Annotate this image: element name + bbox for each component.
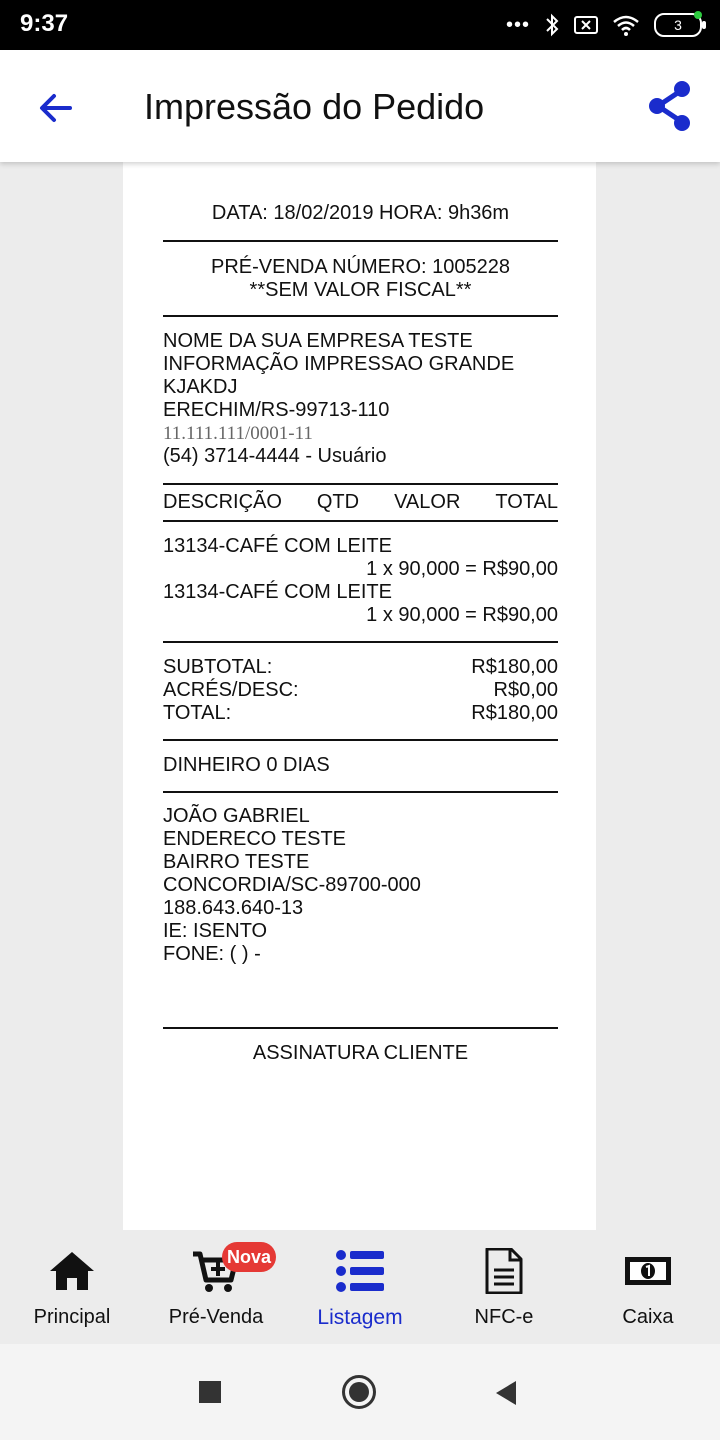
back-triangle-icon[interactable] [494,1380,518,1406]
new-badge: Nova [222,1242,276,1272]
company-name: NOME DA SUA EMPRESA TESTE [163,330,473,352]
item-calc: 1 x 90,000 = R$90,00 [366,558,558,580]
status-bar [0,0,720,50]
share-icon[interactable] [646,78,694,134]
list-icon [335,1248,385,1294]
items-header [163,491,558,514]
fiscal-note: **SEM VALOR FISCAL** [249,279,472,301]
nav-item-nfce[interactable]: NFC-e [432,1230,576,1344]
company-phone: (54) 3714-4444 - Usuário [163,445,387,467]
receipt [163,162,558,1065]
customer-ie: IE: ISENTO [163,920,268,942]
system-navigation [0,1344,720,1440]
wifi-icon [612,14,640,36]
adjustment-row: ACRÉS/DESC: R$0,00 [163,679,558,701]
company-extra: KJAKDJ [163,376,238,398]
item-name: 13134-CAFÉ COM LEITE [163,535,392,557]
customer-city: CONCORDIA/SC-89700-000 [163,874,421,896]
receipt-date: DATA: 18/02/2019 HORA: 9h36m [211,202,510,224]
total-row: TOTAL: R$180,00 [163,702,558,724]
pre-venda-number: PRÉ-VENDA NÚMERO: 1005228 [210,256,510,278]
receipt-paper [123,162,596,1230]
nav-item-listagem[interactable]: Listagem [288,1230,432,1344]
company-city: ERECHIM/RS-99713-110 [163,399,390,421]
nav-item-principal[interactable]: Principal [0,1230,144,1344]
customer-district: BAIRRO TESTE [163,851,310,873]
recent-apps-icon[interactable] [199,1381,221,1403]
subtotal-row: SUBTOTAL: R$180,00 [163,656,558,678]
column-qty: QTD [316,491,360,513]
customer-phone: FONE: ( ) - [163,943,261,965]
signature-label: ASSINATURA CLIENTE [252,1042,469,1064]
home-button-icon[interactable] [342,1375,376,1409]
battery-icon: 3 [654,13,702,37]
app-bar [0,50,720,162]
sim-off-icon [574,15,598,35]
document-icon [479,1248,529,1294]
bottom-navigation [0,1230,720,1344]
nav-item-caixa[interactable]: Caixa [576,1230,720,1344]
column-value: VALOR [394,491,461,513]
page-title: Impressão do Pedido [144,86,485,127]
company-info: INFORMAÇÃO IMPRESSAO GRANDE [163,353,515,375]
cash-icon [623,1248,673,1294]
home-icon [47,1248,97,1294]
customer-doc: 188.643.640-13 [163,897,304,919]
status-time: 9:37 [20,10,69,37]
column-description: DESCRIÇÃO [163,491,282,513]
company-cnpj: 11.111.111/0001-11 [163,423,313,444]
item-calc: 1 x 90,000 = R$90,00 [366,604,558,626]
item-name: 13134-CAFÉ COM LEITE [163,581,392,603]
more-dots-icon: ••• [505,13,530,36]
column-total: TOTAL [495,491,558,513]
customer-address: ENDERECO TESTE [163,828,346,850]
customer-name: JOÃO GABRIEL [163,805,310,827]
payment-method: DINHEIRO 0 DIAS [163,754,330,776]
back-arrow-icon[interactable] [34,86,78,130]
nav-item-pre-venda[interactable]: Pré-Venda [144,1230,288,1344]
bluetooth-icon [544,13,560,37]
